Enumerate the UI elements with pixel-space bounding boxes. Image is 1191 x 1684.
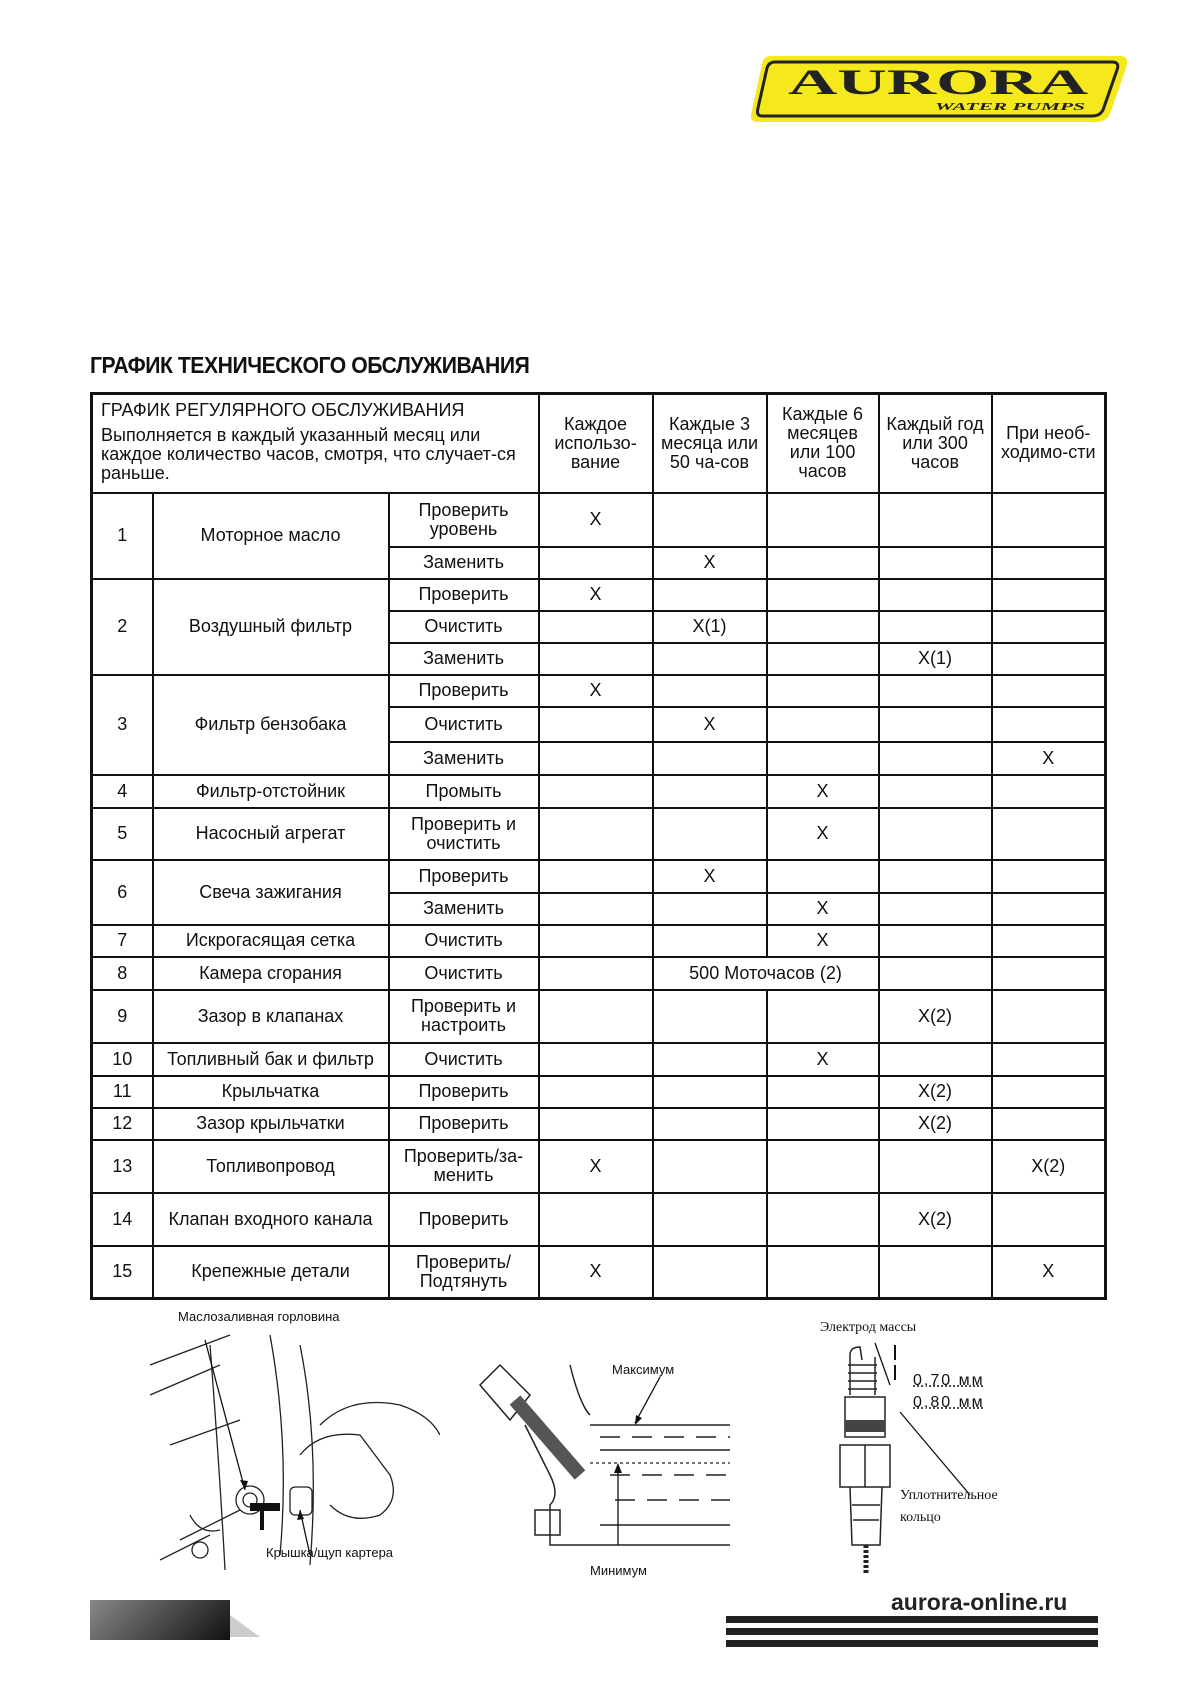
interval-mark bbox=[879, 493, 992, 547]
table-row bbox=[92, 1043, 1106, 1076]
interval-mark bbox=[992, 808, 1106, 860]
interval-mark bbox=[992, 990, 1106, 1043]
ground-electrode-label: Электрод массы bbox=[820, 1320, 917, 1335]
interval-mark bbox=[992, 775, 1106, 808]
interval-mark bbox=[992, 675, 1106, 707]
interval-mark: X(1) bbox=[653, 611, 767, 643]
item-action: Проверить bbox=[389, 1193, 539, 1246]
interval-mark bbox=[653, 1043, 767, 1076]
interval-mark bbox=[767, 1108, 879, 1140]
svg-text:WATER PUMPS: WATER PUMPS bbox=[935, 101, 1085, 113]
table-row bbox=[92, 493, 1106, 547]
item-name: Воздушный фильтр bbox=[153, 579, 389, 675]
interval-mark: X bbox=[539, 1246, 653, 1299]
interval-mark bbox=[767, 860, 879, 893]
interval-mark bbox=[879, 675, 992, 707]
item-number: 14 bbox=[92, 1193, 153, 1246]
min-label: Минимум bbox=[590, 1563, 647, 1578]
interval-mark: X(2) bbox=[879, 1108, 992, 1140]
interval-mark bbox=[992, 1108, 1106, 1140]
item-action: Заменить bbox=[389, 643, 539, 675]
interval-mark: X bbox=[653, 707, 767, 742]
interval-mark bbox=[653, 893, 767, 925]
interval-mark: X(2) bbox=[879, 1076, 992, 1108]
interval-mark bbox=[539, 742, 653, 775]
pointer-lines bbox=[870, 1340, 1000, 1500]
interval-mark bbox=[879, 1246, 992, 1299]
interval-mark bbox=[539, 611, 653, 643]
footer-stripe bbox=[726, 1616, 1098, 1623]
interval-mark bbox=[653, 1246, 767, 1299]
interval-mark bbox=[767, 1076, 879, 1108]
interval-mark: X bbox=[992, 1246, 1106, 1299]
max-label: Максимум bbox=[612, 1362, 675, 1377]
interval-mark: X bbox=[539, 493, 653, 547]
interval-mark bbox=[539, 860, 653, 893]
interval-mark bbox=[879, 579, 992, 611]
interval-mark bbox=[879, 957, 992, 990]
interval-mark bbox=[992, 611, 1106, 643]
header-note: Выполняется в каждый указанный месяц или каждое количество часов, смотря, что случает-ся раньше. bbox=[101, 425, 516, 483]
table-row bbox=[92, 1076, 1106, 1108]
item-name: Насосный агрегат bbox=[153, 808, 389, 860]
interval-mark bbox=[992, 957, 1106, 990]
item-action: Проверить/ Подтянуть bbox=[389, 1246, 539, 1299]
interval-mark bbox=[653, 1108, 767, 1140]
interval-mark: X(2) bbox=[879, 1193, 992, 1246]
interval-mark bbox=[992, 579, 1106, 611]
item-number: 8 bbox=[92, 957, 153, 990]
interval-mark: X(2) bbox=[879, 990, 992, 1043]
maintenance-schedule-table bbox=[90, 392, 1107, 1300]
interval-mark bbox=[992, 547, 1106, 579]
aurora-logo bbox=[748, 52, 1130, 124]
gap-min-label: 0,70 мм bbox=[913, 1372, 985, 1389]
interval-mark bbox=[992, 1193, 1106, 1246]
interval-mark bbox=[653, 1140, 767, 1193]
interval-mark bbox=[653, 675, 767, 707]
interval-mark: X bbox=[767, 925, 879, 957]
interval-mark: X bbox=[767, 893, 879, 925]
item-number: 7 bbox=[92, 925, 153, 957]
item-number: 6 bbox=[92, 860, 153, 925]
item-name: Зазор в клапанах bbox=[153, 990, 389, 1043]
table-row bbox=[92, 990, 1106, 1043]
table-row bbox=[92, 579, 1106, 611]
interval-mark bbox=[879, 547, 992, 579]
item-action: Проверить bbox=[389, 675, 539, 707]
interval-mark bbox=[879, 707, 992, 742]
interval-mark: X bbox=[539, 675, 653, 707]
oil-filler-illustration bbox=[150, 1325, 440, 1570]
table-row bbox=[92, 860, 1106, 893]
item-action: Проверить уровень bbox=[389, 493, 539, 547]
interval-mark: X bbox=[539, 579, 653, 611]
interval-mark bbox=[539, 1043, 653, 1076]
interval-mark bbox=[992, 643, 1106, 675]
interval-mark bbox=[767, 990, 879, 1043]
interval-mark bbox=[767, 611, 879, 643]
interval-mark bbox=[539, 1108, 653, 1140]
interval-mark bbox=[879, 611, 992, 643]
interval-mark bbox=[653, 579, 767, 611]
table-row bbox=[92, 1140, 1106, 1193]
item-number: 12 bbox=[92, 1108, 153, 1140]
column-header: Каждый год или 300 часов bbox=[879, 394, 992, 493]
interval-mark bbox=[653, 808, 767, 860]
seal-ring-label: Уплотнительное кольцо bbox=[900, 1488, 998, 1525]
item-number: 11 bbox=[92, 1076, 153, 1108]
table-row bbox=[92, 1246, 1106, 1299]
interval-mark bbox=[879, 925, 992, 957]
table-row bbox=[92, 1108, 1106, 1140]
interval-mark bbox=[653, 1076, 767, 1108]
item-number: 9 bbox=[92, 990, 153, 1043]
interval-mark bbox=[992, 893, 1106, 925]
item-number: 2 bbox=[92, 579, 153, 675]
item-action: Заменить bbox=[389, 742, 539, 775]
page-title: ГРАФИК ТЕХНИЧЕСКОГО ОБСЛУЖИВАНИЯ bbox=[90, 352, 530, 378]
column-header: При необ-ходимо-сти bbox=[992, 394, 1106, 493]
interval-mark bbox=[653, 742, 767, 775]
interval-mark: 500 Моточасов (2) bbox=[653, 957, 879, 990]
item-name: Камера сгорания bbox=[153, 957, 389, 990]
interval-mark: X bbox=[767, 1043, 879, 1076]
item-number: 5 bbox=[92, 808, 153, 860]
table-row bbox=[92, 925, 1106, 957]
interval-mark bbox=[767, 675, 879, 707]
interval-mark bbox=[539, 957, 653, 990]
item-name: Крепежные детали bbox=[153, 1246, 389, 1299]
interval-mark bbox=[879, 808, 992, 860]
item-action: Очистить bbox=[389, 925, 539, 957]
item-action: Проверить bbox=[389, 1108, 539, 1140]
interval-mark: X(2) bbox=[992, 1140, 1106, 1193]
table-row bbox=[92, 957, 1106, 990]
header-description bbox=[92, 394, 539, 493]
item-action: Проверить/за-менить bbox=[389, 1140, 539, 1193]
interval-mark bbox=[767, 493, 879, 547]
page-tab-corner bbox=[230, 1615, 260, 1637]
interval-mark: X(1) bbox=[879, 643, 992, 675]
item-number: 15 bbox=[92, 1246, 153, 1299]
interval-mark: X bbox=[767, 808, 879, 860]
item-name: Фильтр-отстойник bbox=[153, 775, 389, 808]
interval-mark: X bbox=[653, 860, 767, 893]
interval-mark bbox=[539, 990, 653, 1043]
item-action: Очистить bbox=[389, 611, 539, 643]
dipstick-label: Крышка/щуп картера bbox=[266, 1545, 394, 1560]
interval-mark bbox=[767, 742, 879, 775]
oil-level-illustration bbox=[470, 1355, 730, 1555]
item-name: Топливный бак и фильтр bbox=[153, 1043, 389, 1076]
item-action: Проверить и очистить bbox=[389, 808, 539, 860]
interval-mark bbox=[992, 493, 1106, 547]
item-action: Проверить bbox=[389, 579, 539, 611]
interval-mark bbox=[539, 547, 653, 579]
table-row bbox=[92, 1193, 1106, 1246]
interval-mark bbox=[879, 1043, 992, 1076]
interval-mark bbox=[539, 1193, 653, 1246]
interval-mark: X bbox=[653, 547, 767, 579]
item-action: Проверить и настроить bbox=[389, 990, 539, 1043]
item-action: Проверить bbox=[389, 1076, 539, 1108]
interval-mark: X bbox=[539, 1140, 653, 1193]
interval-mark bbox=[653, 1193, 767, 1246]
interval-mark bbox=[767, 1140, 879, 1193]
table-row bbox=[92, 808, 1106, 860]
footer-stripe bbox=[726, 1640, 1098, 1647]
interval-mark bbox=[653, 925, 767, 957]
table-header-row bbox=[92, 394, 1106, 493]
item-action: Очистить bbox=[389, 957, 539, 990]
column-header: Каждые 6 месяцев или 100 часов bbox=[767, 394, 879, 493]
footer-stripe bbox=[726, 1628, 1098, 1635]
column-header: Каждое использо-вание bbox=[539, 394, 653, 493]
interval-mark bbox=[539, 643, 653, 675]
item-name: Фильтр бензобака bbox=[153, 675, 389, 775]
interval-mark bbox=[879, 893, 992, 925]
table-row bbox=[92, 775, 1106, 808]
oil-filler-label: Маслозаливная горловина bbox=[178, 1309, 340, 1324]
interval-mark bbox=[992, 1043, 1106, 1076]
interval-mark bbox=[879, 1140, 992, 1193]
item-name: Зазор крыльчатки bbox=[153, 1108, 389, 1140]
interval-mark bbox=[539, 707, 653, 742]
interval-mark bbox=[767, 547, 879, 579]
interval-mark bbox=[879, 860, 992, 893]
website-link[interactable]: aurora-online.ru bbox=[891, 1589, 1068, 1615]
svg-text:AURORA: AURORA bbox=[788, 62, 1088, 102]
interval-mark bbox=[539, 775, 653, 808]
interval-mark bbox=[539, 1076, 653, 1108]
interval-mark: X bbox=[992, 742, 1106, 775]
item-name: Свеча зажигания bbox=[153, 860, 389, 925]
interval-mark bbox=[653, 990, 767, 1043]
interval-mark bbox=[879, 742, 992, 775]
interval-mark bbox=[879, 775, 992, 808]
item-name: Крыльчатка bbox=[153, 1076, 389, 1108]
interval-mark bbox=[767, 579, 879, 611]
interval-mark: X bbox=[767, 775, 879, 808]
table-row bbox=[92, 675, 1106, 707]
item-name: Клапан входного канала bbox=[153, 1193, 389, 1246]
interval-mark bbox=[992, 860, 1106, 893]
column-header: Каждые 3 месяца или 50 ча-сов bbox=[653, 394, 767, 493]
item-name: Искрогасящая сетка bbox=[153, 925, 389, 957]
item-action: Промыть bbox=[389, 775, 539, 808]
item-number: 13 bbox=[92, 1140, 153, 1193]
interval-mark bbox=[653, 775, 767, 808]
item-action: Очистить bbox=[389, 1043, 539, 1076]
item-name: Моторное масло bbox=[153, 493, 389, 579]
interval-mark bbox=[539, 925, 653, 957]
interval-mark bbox=[767, 707, 879, 742]
interval-mark bbox=[992, 1076, 1106, 1108]
item-action: Очистить bbox=[389, 707, 539, 742]
interval-mark bbox=[653, 493, 767, 547]
item-action: Заменить bbox=[389, 893, 539, 925]
item-number: 4 bbox=[92, 775, 153, 808]
item-name: Топливопровод bbox=[153, 1140, 389, 1193]
interval-mark bbox=[767, 1246, 879, 1299]
interval-mark bbox=[767, 643, 879, 675]
header-main: ГРАФИК РЕГУЛЯРНОГО ОБСЛУЖИВАНИЯ bbox=[101, 400, 465, 420]
page-number-tab bbox=[90, 1600, 230, 1640]
gap-max-label: 0,80 мм bbox=[913, 1394, 985, 1411]
interval-mark bbox=[539, 893, 653, 925]
interval-mark bbox=[767, 1193, 879, 1246]
item-number: 10 bbox=[92, 1043, 153, 1076]
item-action: Заменить bbox=[389, 547, 539, 579]
item-number: 3 bbox=[92, 675, 153, 775]
interval-mark bbox=[992, 925, 1106, 957]
interval-mark bbox=[653, 643, 767, 675]
interval-mark bbox=[992, 707, 1106, 742]
interval-mark bbox=[539, 808, 653, 860]
item-action: Проверить bbox=[389, 860, 539, 893]
item-number: 1 bbox=[92, 493, 153, 579]
